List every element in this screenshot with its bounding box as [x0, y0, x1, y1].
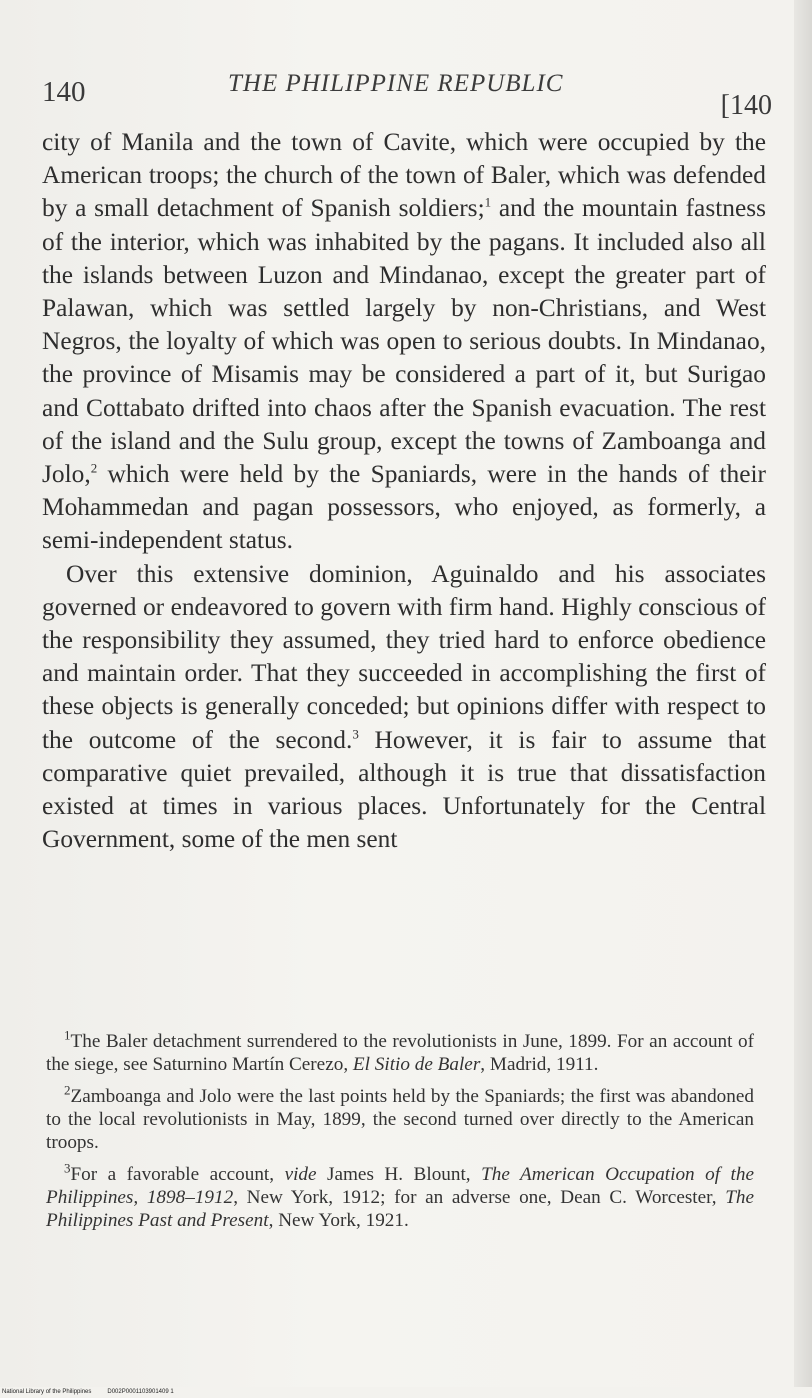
- page-number: 140: [42, 76, 86, 108]
- footnote-2: $^2$Zamboanga and Jolo were the last points held by the Spaniards; the first was abandoned to the local revolutionists in May, 1899, the second turned over directly to the American troops.: [46, 1082, 754, 1153]
- footnote-ref-3: 3: [352, 726, 359, 742]
- paragraph-2: Over this extensive dominion, Aguinaldo and his associates governed or endeavored to govern with firm hand. Highly conscious of the responsibility they assumed, they tried hard to enforce obedience and maintain order. That they succeeded in accomplishing the first of these objects is generally conceded; but opinions differ with respect to the outcome of the second.$^3$ However, it is fair to assume that comparative quiet prevailed, although it is true that dissatisfaction existed at times in various places. Unfortunately for the Central Government, some of the men sent: [42, 559, 766, 854]
- scan-footer: [0, 1387, 812, 1398]
- paragraph-1: city of Manila and the town of Cavite, which were occupied by the American troops; the church of the town of Baler, which was defended by a small detachment of Spanish soldiers;$^1$ and the mountain fastness of the interior, which was inhabited by the pagans. It included also all the islands between Luzon and Mindanao, except the greater part of Palawan, which was settled largely by non-Christians, and West Negros, the loyalty of which was open to serious doubts. In Mindanao, the province of Misamis may be considered a part of it, but Surigao and Cottabato drifted into chaos after the Spanish evacuation. The rest of the island and the Sulu group, except the towns of Zamboanga and Jolo,$^2$ which were held by the Spaniards, were in the hands of their Mohammedan and pagan possessors, who enjoyed, as formerly, a semi-independent status.: [42, 128, 766, 555]
- footnote-1: $^1$The Baler detachment surrendered to the revolutionists in June, 1899. For an account of the siege, see Saturnino Martín Cerezo, El Sitio de Baler, Madrid, 1911.: [46, 1027, 754, 1075]
- footnote-3: $^3$For a favorable account, vide James H. Blount, The American Occupation of the Philippines, 1898–1912, New York, 1912; for an adverse one, Dean C. Worcester, The Philippines Past and Present, New York, 1921.: [46, 1160, 754, 1231]
- running-title: THE PHILIPPINE REPUBLIC: [228, 70, 564, 97]
- body-text: [42, 126, 766, 856]
- footnotes: [46, 1027, 754, 1241]
- library-credit: National Library of the Philippines: [2, 1389, 92, 1395]
- scan-code: D002P0001103901409 1: [107, 1389, 174, 1395]
- page-header: [42, 66, 772, 121]
- footnote-ref-2: 2: [90, 460, 98, 476]
- footnote-ref-1: 1: [484, 194, 492, 210]
- page-edge: [794, 0, 812, 1398]
- bracket-page-number: [140: [720, 90, 772, 121]
